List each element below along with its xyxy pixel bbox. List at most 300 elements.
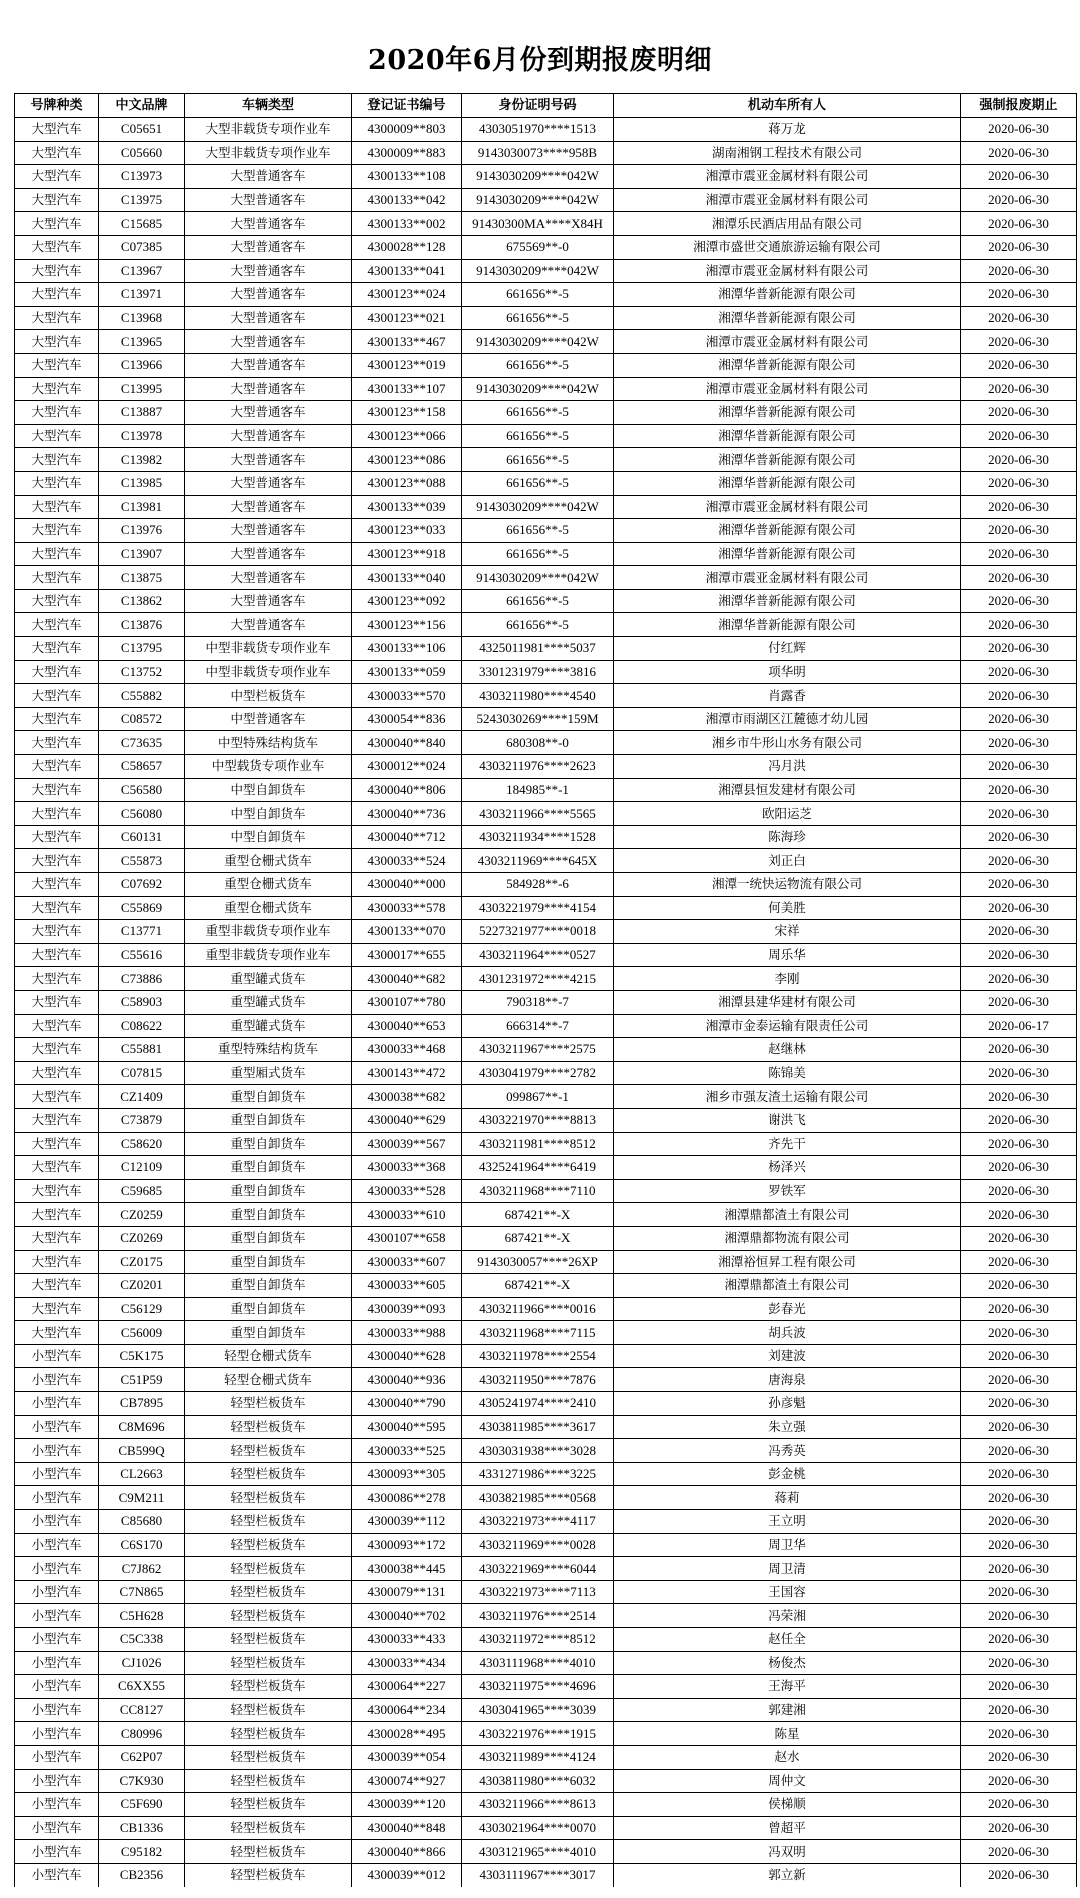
id-number-cell: 4303111968****4010 [462,1651,614,1675]
id-number-cell: 661656**-5 [462,613,614,637]
table-row [15,519,1077,543]
certificate-number-cell: 4300123**092 [352,589,462,613]
id-number-cell: 4303211968****7110 [462,1179,614,1203]
scrap-date-cell: 2020-06-30 [961,1722,1077,1746]
certificate-number-cell: 4300038**682 [352,1085,462,1109]
brand-cell: C08622 [99,1014,185,1038]
table-row [15,1368,1077,1392]
owner-cell: 冯秀英 [614,1439,961,1463]
plate-type-cell: 大型汽车 [15,1226,99,1250]
owner-cell: 欧阳运芝 [614,802,961,826]
scrap-date-cell: 2020-06-30 [961,377,1077,401]
brand-cell: C15685 [99,212,185,236]
vehicle-type-cell: 重型罐式货车 [185,967,352,991]
id-number-cell: 4303821985****0568 [462,1486,614,1510]
plate-type-cell: 小型汽车 [15,1580,99,1604]
scrap-date-cell: 2020-06-30 [961,778,1077,802]
scrap-date-cell: 2020-06-30 [961,1580,1077,1604]
id-number-cell: 661656**-5 [462,471,614,495]
vehicle-type-cell: 中型载货专项作业车 [185,755,352,779]
certificate-number-cell: 4300133**039 [352,495,462,519]
id-number-cell: 661656**-5 [462,448,614,472]
brand-cell: C13985 [99,471,185,495]
plate-type-cell: 大型汽车 [15,259,99,283]
brand-cell: C13795 [99,637,185,661]
owner-cell: 赵任全 [614,1628,961,1652]
table-row [15,1557,1077,1581]
owner-cell: 湘潭华普新能源有限公司 [614,613,961,637]
vehicle-type-cell: 轻型栏板货车 [185,1439,352,1463]
table-row [15,1250,1077,1274]
owner-cell: 肖露香 [614,684,961,708]
scrap-date-cell: 2020-06-30 [961,1061,1077,1085]
vehicle-type-cell: 重型自卸货车 [185,1226,352,1250]
table-row [15,401,1077,425]
brand-cell: C13995 [99,377,185,401]
scrap-date-cell: 2020-06-30 [961,967,1077,991]
scrap-date-cell: 2020-06-30 [961,1439,1077,1463]
vehicle-type-cell: 轻型栏板货车 [185,1840,352,1864]
vehicle-type-cell: 重型厢式货车 [185,1061,352,1085]
vehicle-type-cell: 大型普通客车 [185,613,352,637]
brand-cell: C62P07 [99,1745,185,1769]
certificate-number-cell: 4300040**653 [352,1014,462,1038]
id-number-cell: 4303811985****3617 [462,1415,614,1439]
brand-cell: C55616 [99,943,185,967]
id-number-cell: 4303221979****4154 [462,896,614,920]
id-number-cell: 4303211969****645X [462,849,614,873]
owner-cell: 湘潭鼎都渣土有限公司 [614,1203,961,1227]
id-number-cell: 4303021964****0070 [462,1816,614,1840]
scrap-date-cell: 2020-06-30 [961,1038,1077,1062]
certificate-number-cell: 4300033**578 [352,896,462,920]
plate-type-cell: 大型汽车 [15,1132,99,1156]
id-number-cell: 661656**-5 [462,353,614,377]
owner-cell: 赵水 [614,1745,961,1769]
column-header: 身份证明号码 [462,94,614,118]
plate-type-cell: 大型汽车 [15,731,99,755]
vehicle-type-cell: 轻型栏板货车 [185,1510,352,1534]
table-row [15,212,1077,236]
table-row [15,1745,1077,1769]
scrap-date-cell: 2020-06-30 [961,424,1077,448]
certificate-number-cell: 4300064**227 [352,1675,462,1699]
owner-cell: 陈锦美 [614,1061,961,1085]
owner-cell: 湘潭华普新能源有限公司 [614,542,961,566]
scrap-date-cell: 2020-06-30 [961,1510,1077,1534]
certificate-number-cell: 4300086**278 [352,1486,462,1510]
table-row [15,1698,1077,1722]
certificate-number-cell: 4300009**803 [352,118,462,142]
id-number-cell: 4303211976****2623 [462,755,614,779]
plate-type-cell: 小型汽车 [15,1863,99,1886]
plate-type-cell: 小型汽车 [15,1675,99,1699]
table-row [15,896,1077,920]
table-row [15,495,1077,519]
owner-cell: 冯荣湘 [614,1604,961,1628]
owner-cell: 湘潭县恒发建材有限公司 [614,778,961,802]
brand-cell: C12109 [99,1156,185,1180]
plate-type-cell: 大型汽车 [15,188,99,212]
certificate-number-cell: 4300133**040 [352,566,462,590]
id-number-cell: 4303221969****6044 [462,1557,614,1581]
vehicle-type-cell: 大型普通客车 [185,542,352,566]
table-row [15,1038,1077,1062]
certificate-number-cell: 4300123**158 [352,401,462,425]
vehicle-type-cell: 中型自卸货车 [185,778,352,802]
scrap-date-cell: 2020-06-30 [961,330,1077,354]
brand-cell: C55882 [99,684,185,708]
id-number-cell: 680308**-0 [462,731,614,755]
table-row [15,1297,1077,1321]
table-row [15,613,1077,637]
brand-cell: C7N865 [99,1580,185,1604]
owner-cell: 湘乡市牛形山水务有限公司 [614,731,961,755]
table-row [15,1203,1077,1227]
plate-type-cell: 大型汽车 [15,1061,99,1085]
plate-type-cell: 大型汽车 [15,755,99,779]
id-number-cell: 4303121965****4010 [462,1840,614,1864]
certificate-number-cell: 4300033**368 [352,1156,462,1180]
scrap-date-cell: 2020-06-30 [961,188,1077,212]
plate-type-cell: 大型汽车 [15,589,99,613]
vehicle-type-cell: 中型特殊结构货车 [185,731,352,755]
id-number-cell: 9143030209****042W [462,377,614,401]
plate-type-cell: 小型汽车 [15,1462,99,1486]
scrap-date-cell: 2020-06-30 [961,1179,1077,1203]
scrap-date-cell: 2020-06-30 [961,519,1077,543]
plate-type-cell: 大型汽车 [15,212,99,236]
scrap-date-cell: 2020-06-30 [961,1250,1077,1274]
plate-type-cell: 小型汽车 [15,1368,99,1392]
brand-cell: C58657 [99,755,185,779]
scrap-date-cell: 2020-06-30 [961,1816,1077,1840]
plate-type-cell: 大型汽车 [15,660,99,684]
certificate-number-cell: 4300143**472 [352,1061,462,1085]
plate-type-cell: 小型汽车 [15,1840,99,1864]
column-header: 号牌种类 [15,94,99,118]
table-row [15,1226,1077,1250]
vehicle-type-cell: 重型自卸货车 [185,1179,352,1203]
scrap-date-cell: 2020-06-30 [961,684,1077,708]
scrap-date-cell: 2020-06-30 [961,235,1077,259]
owner-cell: 湘潭市震亚金属材料有限公司 [614,566,961,590]
scrap-date-cell: 2020-06-30 [961,141,1077,165]
id-number-cell: 3301231979****3816 [462,660,614,684]
brand-cell: C5K175 [99,1344,185,1368]
vehicle-type-cell: 大型普通客车 [185,495,352,519]
owner-cell: 彭金桃 [614,1462,961,1486]
scrap-date-cell: 2020-06-30 [961,990,1077,1014]
brand-cell: CZ0175 [99,1250,185,1274]
plate-type-cell: 大型汽车 [15,637,99,661]
vehicle-type-cell: 轻型栏板货车 [185,1651,352,1675]
owner-cell: 王海平 [614,1675,961,1699]
certificate-number-cell: 4300133**108 [352,165,462,189]
scrap-date-cell: 2020-06-30 [961,1274,1077,1298]
scrap-date-cell: 2020-06-30 [961,1651,1077,1675]
table-row [15,1604,1077,1628]
scrap-date-cell: 2020-06-30 [961,118,1077,142]
certificate-number-cell: 4300040**736 [352,802,462,826]
vehicle-type-cell: 重型非载货专项作业车 [185,943,352,967]
id-number-cell: 687421**-X [462,1226,614,1250]
id-number-cell: 4303051970****1513 [462,118,614,142]
owner-cell: 湘潭市雨湖区江麓德才幼儿园 [614,707,961,731]
plate-type-cell: 小型汽车 [15,1793,99,1817]
brand-cell: C08572 [99,707,185,731]
owner-cell: 湘潭市盛世交通旅游运输有限公司 [614,235,961,259]
vehicle-type-cell: 重型自卸货车 [185,1108,352,1132]
brand-cell: C55881 [99,1038,185,1062]
scrap-date-cell: 2020-06-30 [961,165,1077,189]
vehicle-type-cell: 大型普通客车 [185,448,352,472]
certificate-number-cell: 4300033**524 [352,849,462,873]
certificate-number-cell: 4300039**120 [352,1793,462,1817]
vehicle-type-cell: 轻型栏板货车 [185,1557,352,1581]
vehicle-type-cell: 轻型栏板货车 [185,1722,352,1746]
plate-type-cell: 大型汽车 [15,1014,99,1038]
id-number-cell: 790318**-7 [462,990,614,1014]
table-row [15,306,1077,330]
brand-cell: C56129 [99,1297,185,1321]
id-number-cell: 4303221973****4117 [462,1510,614,1534]
plate-type-cell: 大型汽车 [15,165,99,189]
certificate-number-cell: 4300133**002 [352,212,462,236]
vehicle-type-cell: 轻型栏板货车 [185,1392,352,1416]
certificate-number-cell: 4300039**054 [352,1745,462,1769]
plate-type-cell: 大型汽车 [15,1203,99,1227]
vehicle-type-cell: 中型非载货专项作业车 [185,660,352,684]
vehicle-type-cell: 大型普通客车 [185,259,352,283]
brand-cell: C5H628 [99,1604,185,1628]
id-number-cell: 4303211966****8613 [462,1793,614,1817]
certificate-number-cell: 4300017**655 [352,943,462,967]
owner-cell: 杨俊杰 [614,1651,961,1675]
id-number-cell: 099867**-1 [462,1085,614,1109]
id-number-cell: 4303221970****8813 [462,1108,614,1132]
plate-type-cell: 大型汽车 [15,802,99,826]
table-row [15,1533,1077,1557]
owner-cell: 湘乡市强友渣土运输有限公司 [614,1085,961,1109]
id-number-cell: 4303211969****0028 [462,1533,614,1557]
certificate-number-cell: 4300033**605 [352,1274,462,1298]
id-number-cell: 4303211972****8512 [462,1628,614,1652]
vehicle-type-cell: 轻型仓栅式货车 [185,1368,352,1392]
owner-cell: 王国容 [614,1580,961,1604]
certificate-number-cell: 4300040**806 [352,778,462,802]
plate-type-cell: 小型汽车 [15,1604,99,1628]
id-number-cell: 661656**-5 [462,519,614,543]
vehicle-type-cell: 重型自卸货车 [185,1297,352,1321]
table-row [15,1132,1077,1156]
scrap-date-cell: 2020-06-30 [961,731,1077,755]
brand-cell: C13862 [99,589,185,613]
table-row [15,141,1077,165]
plate-type-cell: 小型汽车 [15,1745,99,1769]
plate-type-cell: 小型汽车 [15,1486,99,1510]
brand-cell: C07815 [99,1061,185,1085]
table-row [15,471,1077,495]
scrap-date-cell: 2020-06-30 [961,1745,1077,1769]
vehicle-type-cell: 轻型栏板货车 [185,1793,352,1817]
brand-cell: CZ1409 [99,1085,185,1109]
owner-cell: 湘潭裕恒昇工程有限公司 [614,1250,961,1274]
owner-cell: 项华明 [614,660,961,684]
table-row [15,1179,1077,1203]
vehicle-type-cell: 大型非载货专项作业车 [185,141,352,165]
scrap-date-cell: 2020-06-30 [961,896,1077,920]
brand-cell: C56580 [99,778,185,802]
table-row [15,967,1077,991]
table-row [15,849,1077,873]
id-number-cell: 4331271986****3225 [462,1462,614,1486]
plate-type-cell: 大型汽车 [15,1179,99,1203]
scrap-date-cell: 2020-06-30 [961,1203,1077,1227]
owner-cell: 湘潭市金泰运输有限责任公司 [614,1014,961,1038]
scrap-date-cell: 2020-06-30 [961,1793,1077,1817]
id-number-cell: 4305241974****2410 [462,1392,614,1416]
brand-cell: C13971 [99,283,185,307]
column-header: 中文品牌 [99,94,185,118]
id-number-cell: 687421**-X [462,1274,614,1298]
table-row [15,1580,1077,1604]
brand-cell: C13887 [99,401,185,425]
owner-cell: 周乐华 [614,943,961,967]
owner-cell: 蒋莉 [614,1486,961,1510]
brand-cell: C13968 [99,306,185,330]
brand-cell: CL2663 [99,1462,185,1486]
brand-cell: C5C338 [99,1628,185,1652]
owner-cell: 王立明 [614,1510,961,1534]
plate-type-cell: 大型汽车 [15,825,99,849]
table-row [15,707,1077,731]
vehicle-type-cell: 重型仓栅式货车 [185,849,352,873]
vehicle-type-cell: 轻型栏板货车 [185,1580,352,1604]
vehicle-type-cell: 中型非载货专项作业车 [185,637,352,661]
id-number-cell: 687421**-X [462,1203,614,1227]
vehicle-type-cell: 重型自卸货车 [185,1203,352,1227]
id-number-cell: 4303031938****3028 [462,1439,614,1463]
table-row [15,1415,1077,1439]
scrap-date-cell: 2020-06-30 [961,1628,1077,1652]
owner-cell: 郭建湘 [614,1698,961,1722]
certificate-number-cell: 4300123**019 [352,353,462,377]
plate-type-cell: 大型汽车 [15,377,99,401]
owner-cell: 湘潭市震亚金属材料有限公司 [614,165,961,189]
brand-cell: CC8127 [99,1698,185,1722]
vehicle-type-cell: 轻型栏板货车 [185,1745,352,1769]
vehicle-type-cell: 大型普通客车 [185,377,352,401]
id-number-cell: 4303221976****1915 [462,1722,614,1746]
brand-cell: C13752 [99,660,185,684]
plate-type-cell: 大型汽车 [15,873,99,897]
id-number-cell: 9143030209****042W [462,330,614,354]
owner-cell: 陈星 [614,1722,961,1746]
scrap-date-cell: 2020-06-30 [961,849,1077,873]
table-row [15,873,1077,897]
certificate-number-cell: 4300040**628 [352,1344,462,1368]
id-number-cell: 4303211981****8512 [462,1132,614,1156]
vehicle-type-cell: 重型仓栅式货车 [185,873,352,897]
plate-type-cell: 大型汽车 [15,235,99,259]
id-number-cell: 666314**-7 [462,1014,614,1038]
plate-type-cell: 小型汽车 [15,1439,99,1463]
id-number-cell: 661656**-5 [462,424,614,448]
certificate-number-cell: 4300012**024 [352,755,462,779]
vehicle-type-cell: 重型自卸货车 [185,1321,352,1345]
plate-type-cell: 大型汽车 [15,967,99,991]
certificate-number-cell: 4300123**021 [352,306,462,330]
id-number-cell: 4303111967****3017 [462,1863,614,1886]
vehicle-type-cell: 中型普通客车 [185,707,352,731]
vehicle-type-cell: 重型罐式货车 [185,990,352,1014]
brand-cell: C9M211 [99,1486,185,1510]
id-number-cell: 9143030057****26XP [462,1250,614,1274]
certificate-number-cell: 4300033**988 [352,1321,462,1345]
certificate-number-cell: 4300133**070 [352,920,462,944]
vehicle-type-cell: 大型普通客车 [185,188,352,212]
owner-cell: 湘潭一统快运物流有限公司 [614,873,961,897]
table-row [15,1085,1077,1109]
table-row [15,684,1077,708]
plate-type-cell: 大型汽车 [15,778,99,802]
table-body [15,118,1077,1887]
plate-type-cell: 大型汽车 [15,896,99,920]
scrap-date-cell: 2020-06-30 [961,1108,1077,1132]
owner-cell: 杨泽兴 [614,1156,961,1180]
column-header: 强制报废期止 [961,94,1077,118]
vehicle-type-cell: 大型普通客车 [185,471,352,495]
table-row [15,1462,1077,1486]
certificate-number-cell: 4300039**567 [352,1132,462,1156]
vehicle-type-cell: 大型非载货专项作业车 [185,118,352,142]
id-number-cell: 4303041979****2782 [462,1061,614,1085]
brand-cell: C13966 [99,353,185,377]
brand-cell: CZ0259 [99,1203,185,1227]
scrap-date-cell: 2020-06-30 [961,542,1077,566]
table-row [15,1014,1077,1038]
certificate-number-cell: 4300133**041 [352,259,462,283]
brand-cell: C5F690 [99,1793,185,1817]
vehicle-type-cell: 大型普通客车 [185,330,352,354]
scrap-date-cell: 2020-06-17 [961,1014,1077,1038]
id-number-cell: 9143030073****958B [462,141,614,165]
owner-cell: 湘潭鼎都渣土有限公司 [614,1274,961,1298]
scrap-date-cell: 2020-06-30 [961,1604,1077,1628]
id-number-cell: 4301231972****4215 [462,967,614,991]
owner-cell: 何美胜 [614,896,961,920]
brand-cell: C55869 [99,896,185,920]
plate-type-cell: 大型汽车 [15,990,99,1014]
table-row [15,778,1077,802]
scrap-date-cell: 2020-06-30 [961,1415,1077,1439]
owner-cell: 周卫清 [614,1557,961,1581]
vehicle-type-cell: 轻型栏板货车 [185,1462,352,1486]
owner-cell: 谢洪飞 [614,1108,961,1132]
certificate-number-cell: 4300033**610 [352,1203,462,1227]
plate-type-cell: 大型汽车 [15,1085,99,1109]
vehicle-type-cell: 重型自卸货车 [185,1156,352,1180]
scrap-date-cell: 2020-06-30 [961,1226,1077,1250]
plate-type-cell: 大型汽车 [15,471,99,495]
owner-cell: 唐海泉 [614,1368,961,1392]
owner-cell: 湘潭华普新能源有限公司 [614,519,961,543]
table-row [15,259,1077,283]
table-row [15,1840,1077,1864]
vehicle-type-cell: 大型普通客车 [185,212,352,236]
brand-cell: C51P59 [99,1368,185,1392]
